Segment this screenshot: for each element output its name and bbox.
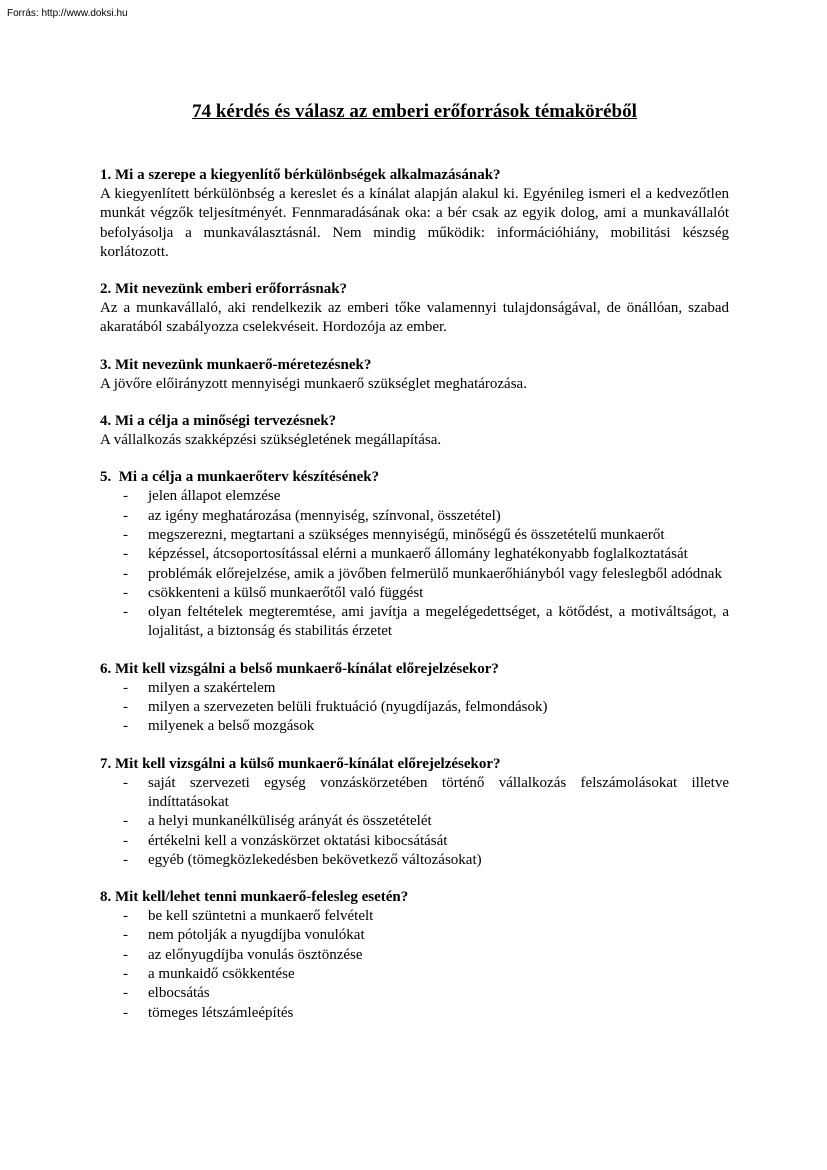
list-item: - csökkenteni a külső munkaerőtől való függést	[100, 584, 729, 603]
answer-4: A vállalkozás szakképzési szükségletének megállapítása.	[100, 432, 442, 449]
answer-list-8	[100, 907, 729, 1023]
question-2: 2. Mit nevezünk emberi erőforrásnak?	[100, 281, 348, 298]
list-item: - az igény meghatározása (mennyiség, színvonal, összetétel)	[100, 507, 729, 526]
list-item: - értékelni kell a vonzáskörzet oktatási kibocsátását	[100, 832, 729, 851]
question-8: 8. Mit kell/lehet tenni munkaerő-felesleg esetén?	[100, 889, 409, 906]
list-item: - milyen a szakértelem	[100, 679, 729, 698]
list-item: - tömeges létszámleépítés	[100, 1004, 729, 1023]
question-6: 6. Mit kell vizsgálni a belső munkaerő-kínálat előrejelzésekor?	[100, 660, 499, 677]
question-7: 7. Mit kell vizsgálni a külső munkaerő-kínálat előrejelzésekor?	[100, 755, 501, 772]
question-1: 1. Mi a szerepe a kiegyenlítő bérkülönbségek alkalmazásának?	[100, 167, 501, 183]
list-item: - az előnyugdíjba vonulás ösztönzése	[100, 946, 729, 965]
answer-list-5	[100, 487, 729, 641]
qa-section-3	[100, 356, 729, 394]
list-item: - milyenek a belső mozgások	[100, 717, 729, 736]
list-item: - milyen a szervezeten belüli fruktuáció (nyugdíjazás, felmondások)	[100, 698, 729, 717]
list-item: - megszerezni, megtartani a szükséges mennyiségű, minőségű és összetételű munkaerőt	[100, 526, 729, 545]
document-page	[100, 98, 729, 1041]
qa-section-6	[100, 660, 729, 737]
list-item: - olyan feltételek megteremtése, ami javítja a megelégedettséget, a kötődést, a motiváltságot, a lojalitást, a biztonság és stabilitás érzetet	[100, 603, 729, 642]
list-item: - a munkaidő csökkentése	[100, 965, 729, 984]
qa-section-1	[100, 166, 729, 262]
qa-section-4	[100, 412, 729, 450]
list-item: - jelen állapot elemzése	[100, 487, 729, 506]
question-4: 4. Mi a célja a minőségi tervezésnek?	[100, 413, 337, 430]
list-item: - nem pótolják a nyugdíjba vonulókat	[100, 926, 729, 945]
list-item: - képzéssel, átcsoportosítással elérni a munkaerő állomány leghatékonyabb foglalkoztatását	[100, 545, 729, 564]
answer-list-6	[100, 679, 729, 737]
question-5: 5. Mi a célja a munkaerőterv készítésének?	[100, 469, 380, 486]
answer-3: A jövőre előirányzott mennyiségi munkaerő szükséglet meghatározása.	[100, 375, 527, 392]
list-item: - problémák előrejelzése, amik a jövőben felmerülő munkaerőhiányból vagy feleslegből adódnak	[100, 565, 729, 584]
answer-2: Az a munkavállaló, aki rendelkezik az emberi tőke valamennyi tulajdonságával, de önállóan, szabad akaratából szabályozza cselekvéseit. Hordozója az ember.	[100, 300, 729, 336]
list-item: - saját szervezeti egység vonzáskörzetében történő vállalkozás felszámolásokat illetve indíttatásokat	[100, 774, 729, 813]
qa-section-7	[100, 755, 729, 870]
answer-list-7	[100, 774, 729, 870]
question-3: 3. Mit nevezünk munkaerő-méretezésnek?	[100, 356, 372, 373]
qa-section-8	[100, 888, 729, 1023]
list-item: - egyéb (tömegközlekedésben bekövetkező változásokat)	[100, 851, 729, 870]
qa-section-2	[100, 280, 729, 338]
list-item: - be kell szüntetni a munkaerő felvételt	[100, 907, 729, 926]
qa-section-5	[100, 468, 729, 641]
document-title: 74 kérdés és válasz az emberi erőforrások témaköréből	[192, 101, 637, 122]
list-item: - a helyi munkanélküliség arányát és összetételét	[100, 812, 729, 831]
answer-1: A kiegyenlített bérkülönbség a kereslet és a kínálat alapján alakul ki. Egyénileg ismeri el a kedvezőtlen munkát végzők teljesítményét. Fennmaradásának oka: a bér csak az egyik dolog, ami a munkavállalót befolyásolja a munkaválasztásnál. Nem mindig működik: információhiány, mobilitási készség korlátozott.	[100, 186, 729, 260]
source-url: Forrás: http://www.doksi.hu	[7, 8, 128, 19]
list-item: - elbocsátás	[100, 984, 729, 1003]
